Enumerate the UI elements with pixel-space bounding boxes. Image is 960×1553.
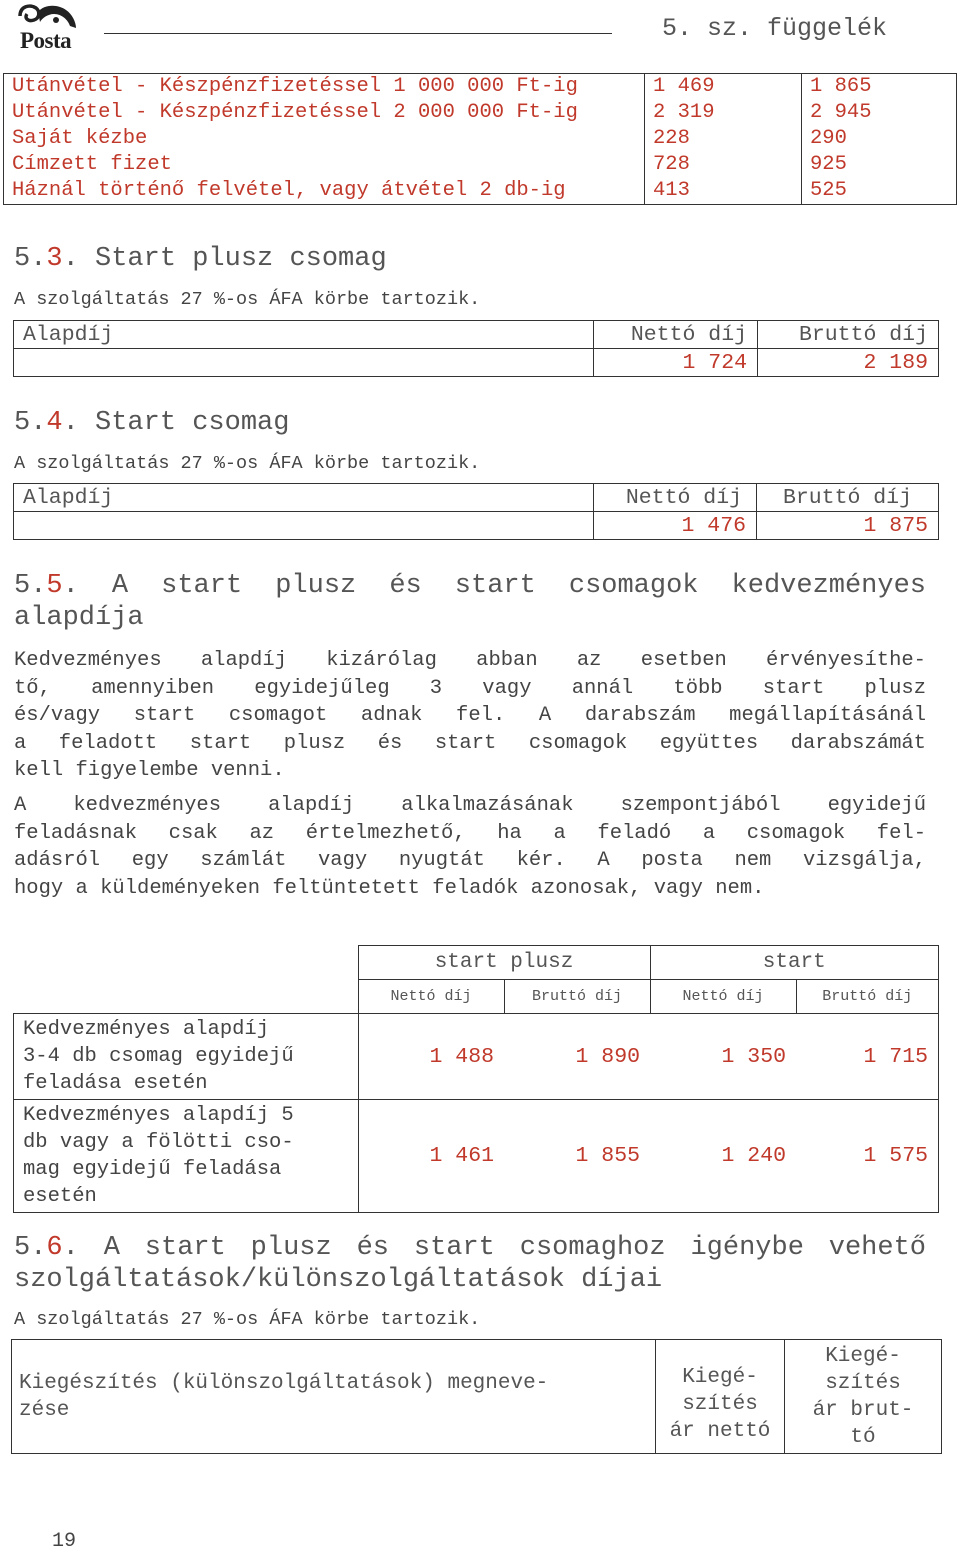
- fee-netto-value: 1 724: [594, 349, 758, 377]
- section-5-6-heading: 5.6. A start plusz és start csomaghoz igénybe vehető szolgáltatások/különszolgáltatások díjai: [14, 1233, 926, 1295]
- sub-header: Bruttó díj: [796, 980, 939, 1014]
- price-netto: 728: [645, 152, 802, 178]
- blank-cell: [14, 980, 359, 1014]
- price-row: [4, 74, 957, 101]
- discount-value: 1 575: [796, 1100, 939, 1213]
- section-5-3-heading: 5.3. Start plusz csomag: [14, 244, 387, 274]
- discount-label-line: mag egyidejű feladása: [23, 1158, 282, 1181]
- fee-netto-value: 1 476: [594, 512, 757, 540]
- fee-empty: [14, 349, 594, 377]
- fee-netto-header: Nettó díj: [594, 321, 758, 349]
- price-label: Háznál történő felvétel, vagy átvétel 2 db-ig: [4, 178, 645, 205]
- discount-label-line: feladása esetén: [23, 1072, 208, 1095]
- price-row: [4, 100, 957, 126]
- discount-value: 1 890: [504, 1014, 650, 1100]
- price-netto: 413: [645, 178, 802, 205]
- sub-header: Nettó díj: [650, 980, 796, 1014]
- discount-label-line: esetén: [23, 1185, 97, 1208]
- posta-logo: [14, 2, 80, 60]
- section-5-5-paragraph-2: A kedvezményes alapdíj alkalmazásának szempontjából egyidejű feladásnak csak az értelmezhető, ha a feladó a csomagok fel- adásról egy számlát vagy nyugtát kér. A posta nem vizsgálja, hogy a küldeményeken feltüntetett feladók azonosak, vagy nem.: [14, 794, 926, 900]
- blank-cell: [14, 946, 359, 980]
- price-netto: 2 319: [645, 100, 802, 126]
- discount-row: [14, 1014, 939, 1100]
- discount-label: [14, 1014, 359, 1100]
- price-label: Utánvétel - Készpénzfizetéssel 2 000 000 Ft-ig: [4, 100, 645, 126]
- discount-value: 1 855: [504, 1100, 650, 1213]
- discount-value: 1 461: [358, 1100, 504, 1213]
- price-brutto: 1 865: [802, 74, 957, 101]
- supplement-name-header: Kiegészítés (különszolgáltatások) megneve- zése: [12, 1340, 656, 1454]
- discount-label-line: Kedvezményes alapdíj: [23, 1018, 270, 1041]
- price-label: Saját kézbe: [4, 126, 645, 152]
- section-5-6-table: [11, 1339, 942, 1454]
- section-5-3-table: [13, 320, 939, 377]
- group-header-start: start: [650, 946, 939, 980]
- discount-value: 1 350: [650, 1014, 796, 1100]
- fee-netto-header: Nettó díj: [594, 484, 757, 512]
- fee-label: Alapdíj: [14, 321, 594, 349]
- fee-brutto-value: 2 189: [758, 349, 939, 377]
- supplement-netto-header: Kiegé- szítés ár nettó: [656, 1340, 785, 1454]
- header-rule: [104, 33, 612, 34]
- discount-label-line: 3-4 db csomag egyidejű: [23, 1045, 294, 1068]
- supplement-brutto-header: Kiegé- szítés ár brut- tó: [785, 1340, 942, 1454]
- section-5-6-vat-note: A szolgáltatás 27 %-os ÁFA körbe tartozik.: [14, 1309, 481, 1330]
- fee-brutto-header: Bruttó díj: [757, 484, 939, 512]
- price-brutto: 290: [802, 126, 957, 152]
- logo-text: Posta: [20, 28, 72, 53]
- price-brutto: 925: [802, 152, 957, 178]
- price-netto: 228: [645, 126, 802, 152]
- page-number: 19: [52, 1530, 77, 1553]
- fee-label: Alapdíj: [14, 484, 594, 512]
- section-5-4-vat-note: A szolgáltatás 27 %-os ÁFA körbe tartozik.: [14, 453, 481, 474]
- price-netto: 1 469: [645, 74, 802, 101]
- discount-value: 1 488: [358, 1014, 504, 1100]
- sub-header: Nettó díj: [358, 980, 504, 1014]
- prices-table: [3, 73, 957, 205]
- discount-row: [14, 1100, 939, 1213]
- price-label: Címzett fizet: [4, 152, 645, 178]
- price-row: [4, 126, 957, 152]
- section-5-4-heading: 5.4. Start csomag: [14, 408, 290, 438]
- price-brutto: 525: [802, 178, 957, 205]
- price-row: [4, 178, 957, 205]
- discount-label-line: db vagy a fölötti cso-: [23, 1131, 294, 1154]
- discount-label: [14, 1100, 359, 1213]
- appendix-title: 5. sz. függelék: [662, 14, 888, 43]
- section-5-5-paragraph-1: Kedvezményes alapdíj kizárólag abban az esetben érvényesíthe- tő, amennyiben egyidejűleg 3 vagy annál több start plusz és/vagy start csomagot adnak fel. A darabszám megállapításánál a feladott start plusz és start csomagok együttes darabszámát kell figyelembe venni.: [14, 649, 926, 782]
- discount-value: 1 715: [796, 1014, 939, 1100]
- section-5-5-heading: 5.5. A start plusz és start csomagok kedvezményes alapdíja: [14, 571, 926, 633]
- fee-brutto-value: 1 875: [757, 512, 939, 540]
- price-brutto: 2 945: [802, 100, 957, 126]
- price-label: Utánvétel - Készpénzfizetéssel 1 000 000 Ft-ig: [4, 74, 645, 101]
- discount-table: [13, 945, 939, 1213]
- fee-brutto-header: Bruttó díj: [758, 321, 939, 349]
- discount-label-line: Kedvezményes alapdíj 5: [23, 1104, 294, 1127]
- discount-value: 1 240: [650, 1100, 796, 1213]
- price-row: [4, 152, 957, 178]
- fee-empty: [14, 512, 594, 540]
- section-5-3-vat-note: A szolgáltatás 27 %-os ÁFA körbe tartozik.: [14, 289, 481, 310]
- sub-header: Bruttó díj: [504, 980, 650, 1014]
- section-5-4-table: [13, 483, 939, 540]
- group-header-start-plusz: start plusz: [358, 946, 650, 980]
